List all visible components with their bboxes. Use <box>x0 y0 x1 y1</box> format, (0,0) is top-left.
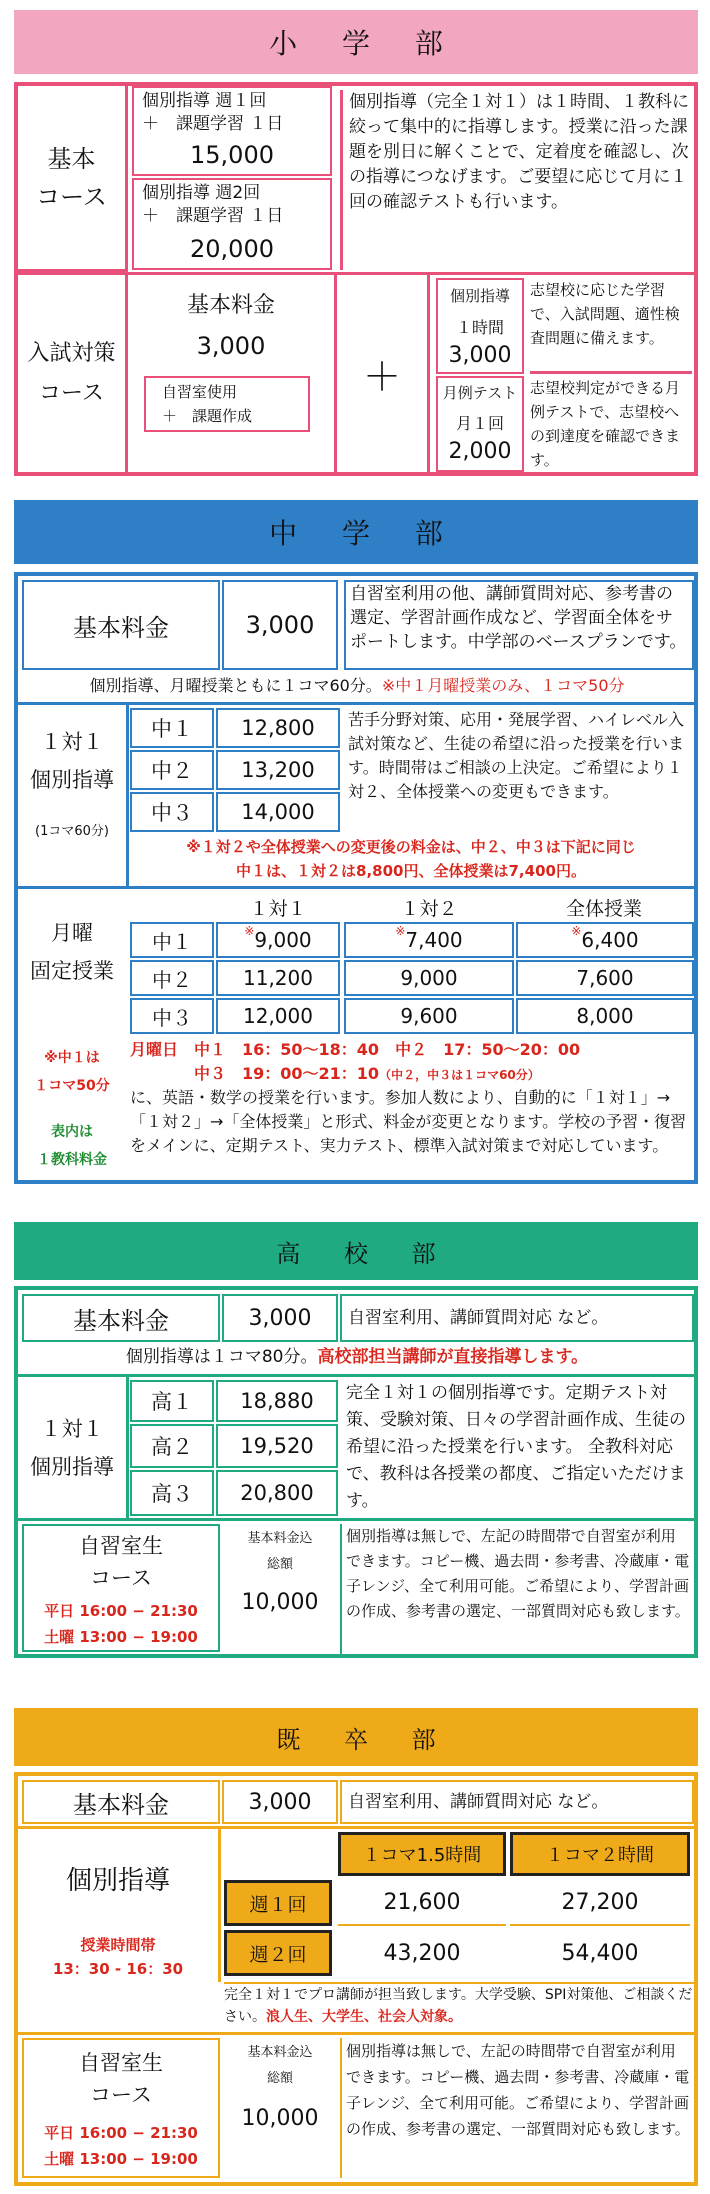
graduate-self-price-label: 基本料金込 総額 <box>247 2045 313 2086</box>
junior-header: 中 学 部 <box>14 500 698 564</box>
junior-note-red: ※中１月曜授業のみ、１コマ50分 <box>381 676 625 695</box>
junior-monday-value-2-2: 9,000 <box>344 960 514 996</box>
junior-note-black: 個別指導、月曜授業ともに１コマ60分。 <box>89 676 382 695</box>
high-basic-label <box>22 1294 220 1342</box>
junior-schedule2-text: 中３ 19：00〜21：10 <box>130 1064 380 1083</box>
graduate-section <box>14 1708 698 2188</box>
junior-indiv-price-3: 14,000 <box>216 792 340 832</box>
high-self-sat: 土曜 13:00 − 19:00 <box>44 1627 198 1646</box>
high-self-box <box>22 1524 220 1652</box>
junior-indiv-grade-3: 中３ <box>130 792 214 832</box>
elementary-exam-desc2: 志望校判定ができる月例テストで、志望校への到達度を確認できます。 <box>530 379 681 469</box>
junior-basic-price <box>222 580 338 670</box>
graduate-time-value: 13：30 - 16：30 <box>52 1959 184 1978</box>
elementary-monthly-test-label: 月例テスト <box>442 383 518 402</box>
junior-schedule2 <box>130 1062 694 1086</box>
graduate-value-1-1: 21,600 <box>338 1880 506 1926</box>
elementary-plan2-line1: 個別指導 週2回 <box>142 183 261 203</box>
graduate-self-box <box>22 2038 220 2178</box>
graduate-col1: １コマ1.5時間 <box>338 1832 506 1876</box>
junior-monday-header-1: １対１ <box>249 897 307 920</box>
graduate-value-2-2: 54,400 <box>561 1940 639 1966</box>
elementary-plan2-line2: ＋ 課題学習 １日 <box>142 206 284 226</box>
elementary-plan2-price: 20,000 <box>190 235 274 263</box>
junior-change-note1: ※１対２や全体授業への変更後の料金は、中２、中３は下記に同じ <box>186 838 636 856</box>
high-indiv-price-1: 18,880 <box>216 1380 338 1422</box>
high-basic-desc: 自習室利用、講師質問対応 など。 <box>340 1294 694 1342</box>
junior-monday-value-1-3: 6,400 <box>581 928 639 952</box>
junior-monday-cell-1-1 <box>216 922 340 958</box>
graduate-self-desc: 個別指導は無しで、左記の時間帯で自習室が利用できます。コピー機、過去問・参考書、冷蔵庫・電子レンジ、全て利用可能。ご希望により、学習計画の作成、参考書の選定、一部質問対応も致します。 <box>340 2038 694 2178</box>
high-indiv-grade-2: 高２ <box>130 1424 214 1468</box>
elementary-exam-self-study: 自習室使用 ＋ 課題作成 <box>144 376 310 432</box>
junior-monday-grade-3: 中３ <box>130 998 214 1034</box>
high-indiv-price-3: 20,800 <box>216 1470 338 1516</box>
junior-left-note-red: ※中１は １コマ50分 <box>34 1050 110 1094</box>
junior-monday-mark-2: ※ <box>395 924 406 938</box>
high-basic-label-text: 基本料金 <box>73 1306 169 1335</box>
junior-indiv-sub: (1コマ60分) <box>35 823 109 839</box>
junior-basic-price-text: 3,000 <box>245 611 315 639</box>
junior-change-note2: 中１は、１対２は8,800円、全体授業は7,400円。 <box>236 862 586 880</box>
elementary-plus: ＋ <box>334 275 430 472</box>
junior-basic-desc: 自習室利用の他、講師質問対応、参考書の選定、学習計画作成など、学習面全体をサポートします。中学部のベースプランです。 <box>344 580 694 670</box>
junior-note <box>22 674 692 700</box>
graduate-box <box>14 1772 698 2186</box>
graduate-basic-label <box>22 1780 220 1824</box>
junior-monday-value-3-1: 12,000 <box>216 998 340 1034</box>
elementary-indiv-label: 個別指導 <box>449 286 510 305</box>
junior-box <box>14 572 698 1184</box>
high-indiv-label: １対１ 個別指導 <box>30 1417 114 1479</box>
high-self-label: 自習室生 コース <box>79 1534 163 1590</box>
junior-monday-label: 月曜 固定授業 <box>30 921 114 983</box>
elementary-box <box>14 82 698 476</box>
elementary-plan2-box <box>132 178 332 270</box>
junior-monday-mark-1: ※ <box>244 924 255 938</box>
junior-monday-value-1-1: 9,000 <box>254 928 312 952</box>
junior-monday-value-3-3: 8,000 <box>516 998 694 1034</box>
high-indiv-grade-1: 高１ <box>130 1380 214 1422</box>
elementary-indiv-time: １時間 <box>455 317 504 337</box>
high-box <box>14 1286 698 1658</box>
elementary-plan1-line1: 個別指導 週１回 <box>142 91 267 111</box>
elementary-monthly-test-price: 2,000 <box>448 438 512 464</box>
graduate-basic-desc: 自習室利用、講師質問対応 など。 <box>340 1780 694 1824</box>
junior-schedule1: 月曜日 中１ 16：50〜18：40 中２ 17：50〜20：00 <box>130 1040 581 1059</box>
high-self-price-label: 基本料金込 総額 <box>247 1531 313 1572</box>
graduate-time-label: 授業時間帯 <box>80 1935 156 1954</box>
high-indiv-desc: 完全１対１の個別指導です。定期テスト対策、受験対策、日々の学習計画作成、生徒の希望に沿った授業を行います。 全教科対応で、教科は各授業の都度、ご指定いただけます。 <box>346 1383 686 1511</box>
elementary-indiv-box <box>436 278 524 374</box>
elementary-exam-course-label: 入試対策 コース <box>18 275 128 472</box>
graduate-col2: １コマ２時間 <box>510 1832 690 1876</box>
graduate-freq-1: 週１回 <box>224 1880 332 1926</box>
junior-indiv-desc: 苦手分野対策、応用・発展学習、ハイレベル入試対策など、生徒の希望に沿った授業を行います。時間帯はご相談の上決定。ご希望により１対２、全体授業への変更もできます。 <box>348 710 685 801</box>
elementary-monthly-test-freq: 月１回 <box>455 413 504 433</box>
elementary-header: 小 学 部 <box>14 10 698 74</box>
elementary-plan1-line2: ＋ 課題学習 １日 <box>142 114 284 134</box>
junior-monday-grade-1: 中１ <box>130 922 214 958</box>
junior-monday-value-3-2: 9,600 <box>344 998 514 1034</box>
junior-monday-cell-1-3 <box>516 922 694 958</box>
graduate-note <box>224 1982 694 2030</box>
graduate-self-weekday: 平日 16:00 − 21:30 <box>44 2123 198 2142</box>
graduate-basic-label-text: 基本料金 <box>73 1790 169 1819</box>
high-header: 高 校 部 <box>14 1222 698 1280</box>
graduate-indiv-label: 個別指導 <box>65 1865 170 1896</box>
graduate-freq-2: 週２回 <box>224 1930 332 1976</box>
high-basic-price <box>222 1294 338 1342</box>
elementary-indiv-price: 3,000 <box>448 342 512 368</box>
junior-indiv-price-2: 13,200 <box>216 750 340 790</box>
high-indiv-price-2: 19,520 <box>216 1424 338 1468</box>
high-note-black: 個別指導は１コマ80分。 <box>125 1347 318 1367</box>
junior-monday-header-2: １対２ <box>400 897 458 920</box>
elementary-exam-basic-label: 基本料金 <box>186 292 275 318</box>
graduate-self-price: 10,000 <box>241 2105 319 2131</box>
high-self-price: 10,000 <box>241 1589 319 1615</box>
graduate-header: 既 卒 部 <box>14 1708 698 1766</box>
elementary-exam-desc1: 志望校に応じた学習で、入試問題、適性検査問題に備えます。 <box>530 278 692 374</box>
junior-indiv-grade-1: 中１ <box>130 708 214 748</box>
graduate-note-black: 完全１対１でプロ講師が担当致します。大学受験、SPI対策他、ご相談ください。 <box>224 1987 693 2025</box>
junior-indiv-grade-2: 中２ <box>130 750 214 790</box>
graduate-value-1-2: 27,200 <box>510 1880 690 1926</box>
high-note-red: 高校部担当講師が直接指導します。 <box>317 1347 589 1367</box>
graduate-self-sat: 土曜 13:00 − 19:00 <box>44 2149 198 2168</box>
graduate-value-2-1: 43,200 <box>383 1940 461 1966</box>
junior-monday-value-1-2: 7,400 <box>405 928 463 952</box>
graduate-self-label: 自習室生 コース <box>79 2051 163 2107</box>
junior-monday-value-2-3: 7,600 <box>516 960 694 996</box>
high-indiv-grade-3: 高３ <box>130 1470 214 1516</box>
high-self-weekday: 平日 16:00 − 21:30 <box>44 1601 198 1620</box>
elementary-plan1-box <box>132 86 332 176</box>
high-self-desc: 個別指導は無しで、左記の時間帯で自習室が利用できます。コピー機、過去問・参考書、冷蔵庫・電子レンジ、全て利用可能。ご希望により、学習計画の作成、参考書の選定、一部質問対応も致します。 <box>340 1524 694 1654</box>
junior-basic-label-text: 基本料金 <box>73 613 169 642</box>
high-note <box>22 1346 692 1372</box>
elementary-basic-desc: 個別指導（完全１対１）は１時間、１教科に絞って集中的に指導します。授業に沿った課題を別日に解くことで、定着度を確認し、次の指導につなげます。ご要望に応じて月に１回の確認テストも行います。 <box>340 90 692 270</box>
high-basic-price-text: 3,000 <box>248 1305 312 1331</box>
elementary-basic-course-label: 基本 コース <box>18 86 128 272</box>
junior-monday-mark-3: ※ <box>571 924 582 938</box>
junior-monday-cell-1-2 <box>344 922 514 958</box>
junior-indiv-label: １対１ 個別指導 <box>30 730 114 792</box>
elementary-exam-basic-price: 3,000 <box>196 332 266 360</box>
junior-section <box>14 500 698 1190</box>
junior-schedule-desc: に、英語・数学の授業を行います。参加人数により、自動的に「１対１」→「１対２」→「全体授業」と形式、料金が変更となります。学校の予習・復習をメインに、定期テスト、実力テスト、標準入試対策まで対応しています。 <box>130 1088 687 1155</box>
graduate-note-red: 浪人生、大学生、社会人対象。 <box>266 2009 462 2025</box>
graduate-basic-price-text: 3,000 <box>248 1789 312 1815</box>
junior-monday-header-3: 全体授業 <box>565 897 642 920</box>
junior-left-note-green: 表内は １教科料金 <box>37 1124 107 1168</box>
junior-schedule2-small: （中２，中３は１コマ60分） <box>379 1068 540 1082</box>
junior-monday-value-2-1: 11,200 <box>216 960 340 996</box>
high-section <box>14 1222 698 1662</box>
elementary-section <box>14 10 698 480</box>
junior-monday-grade-2: 中２ <box>130 960 214 996</box>
junior-indiv-price-1: 12,800 <box>216 708 340 748</box>
graduate-basic-price <box>222 1780 338 1824</box>
junior-basic-label <box>22 580 220 670</box>
elementary-plan1-price: 15,000 <box>190 141 274 169</box>
elementary-monthly-test-box <box>436 376 524 472</box>
